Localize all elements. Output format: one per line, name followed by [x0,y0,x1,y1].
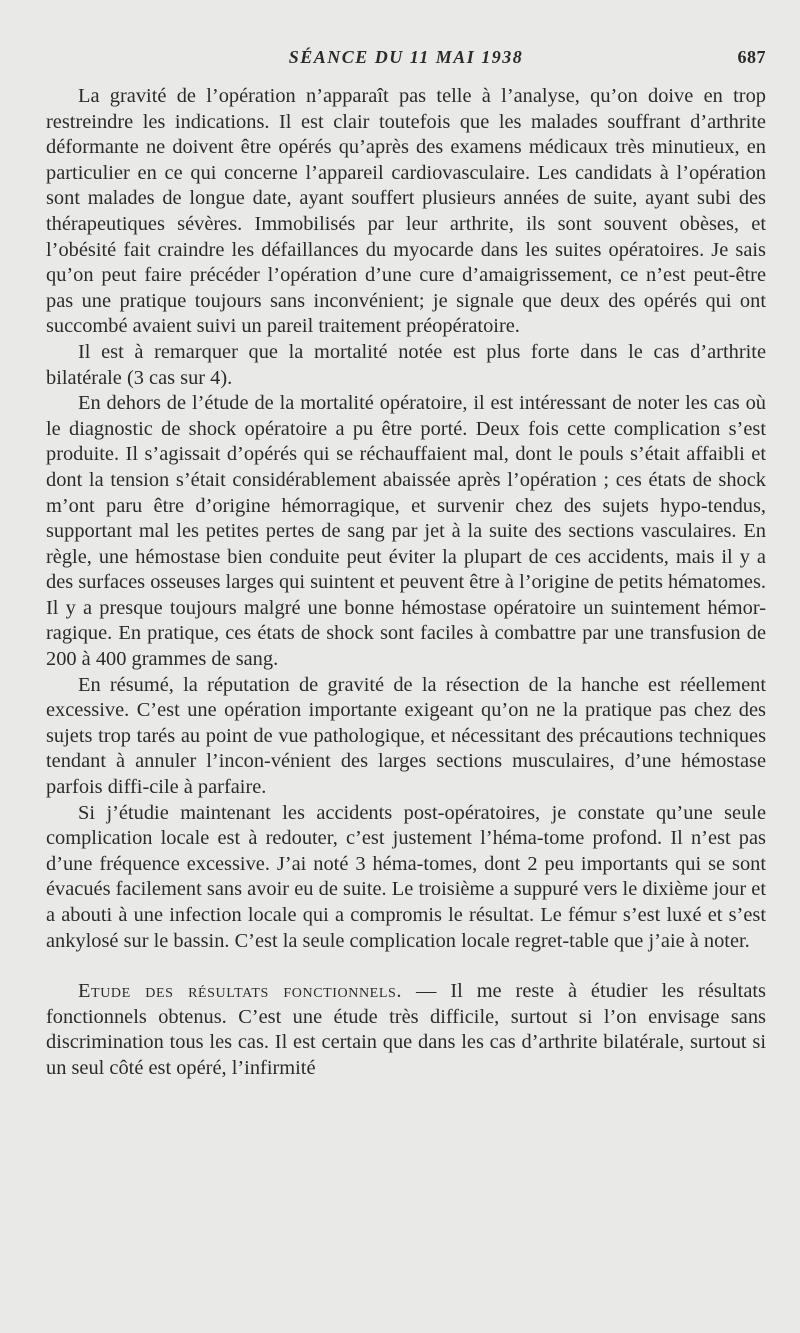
running-header [46,42,766,72]
page-number: 687 [737,47,766,67]
paragraph-bilateral-mortality: Il est à remarquer que la mortalité notée est plus forte dans le cas d’arthrite bilatérale (3 cas sur 4). [46,340,766,389]
paragraph-operative-gravity: La gravité de l’opération n’apparaît pas telle à l’analyse, qu’on doive en trop restreindre les indications. Il est clair toutefois que les malades souffrant d’arthrite déformante ne doivent être opérés qu’après des examens médicaux très minutieux, en particulier en ce qui concerne l’appareil cardiovasculaire. Les candidats à l’opération sont malades de longue date, ayant souffert plusieurs années de suite, ayant subi des thérapeutiques sévères. Immobilisés par leur arthrite, ils sont souvent obèses, et l’obésité fait craindre les défaillances du myocarde dans les suites opératoires. Je sais qu’on peut faire précéder l’opération d’une cure d’amaigrissement, ce n’est peut-être pas une pratique toujours sans inconvénient; je signale que deux des opérés qui ont succombé avaient suivi un pareil traitement préopératoire. [46,85,766,338]
section-dash: — [402,980,451,1003]
section-heading: Etude des résultats fonctionnels. [78,980,403,1003]
section-text: Il me reste à étudier les résultats fonctionnels obtenus. C’est une étude très difficile, surtout si l’on envisage sans discrimination tous les cas. Il est certain que dans les cas d’arthrite bilatérale, surtout si un seul côté est opéré, l’infirmité [46,980,766,1079]
body-text [46,84,766,1082]
paragraph-functional-results [46,979,766,1081]
paragraph-postoperative-accidents: Si j’étudie maintenant les accidents post-opératoires, je constate qu’une seule complication locale est à redouter, c’est justement l’héma-tome profond. Il n’est pas d’une fréquence excessive. J’ai noté 3 héma-tomes, dont 2 peu importants qui se sont évacués facilement sans avoir eu de suite. Le troisième a suppuré vers le dixième jour et a abouti à une infection locale qui a compromis le résultat. Le fémur s’est luxé et s’est ankylosé sur le bassin. C’est la seule complication locale regret-table que j’aie à noter. [46,801,766,952]
paragraph-summary: En résumé, la réputation de gravité de la résection de la hanche est réellement excessive. C’est une opération importante exigeant qu’on ne la pratique pas chez des sujets trop tarés au point de vue pathologique, et nécessitant des précautions techniques tendant à annuler l’incon-vénient des larges sections musculaires, d’une hémostase parfois diffi-cile à parfaire. [46,673,766,799]
running-title: SÉANCE DU 11 MAI 1938 [288,47,524,67]
paragraph-operative-shock: En dehors de l’étude de la mortalité opératoire, il est intéressant de noter les cas où le diagnostic de shock opératoire a pu être porté. Deux fois cette complication s’est produite. Il s’agissait d’opérés qui se réchauffaient mal, dont le pouls s’était affaibli et dont la tension s’était considérablement abaissée après l’opération ; ces états de shock m’ont paru être d’origine hémorragique, et survenir chez des sujets hypo-tendus, supportant mal les petites pertes de sang par jet à la suite des sections vasculaires. En règle, une hémostase bien conduite peut éviter la plupart de ces accidents, mais il y a des surfaces osseuses larges qui suintent et peuvent être à l’origine de petits hématomes. Il y a presque toujours malgré une bonne hémostase opératoire un suintement hémor-ragique. En pratique, ces états de shock sont faciles à combattre par une transfusion de 200 à 400 grammes de sang. [46,392,766,671]
